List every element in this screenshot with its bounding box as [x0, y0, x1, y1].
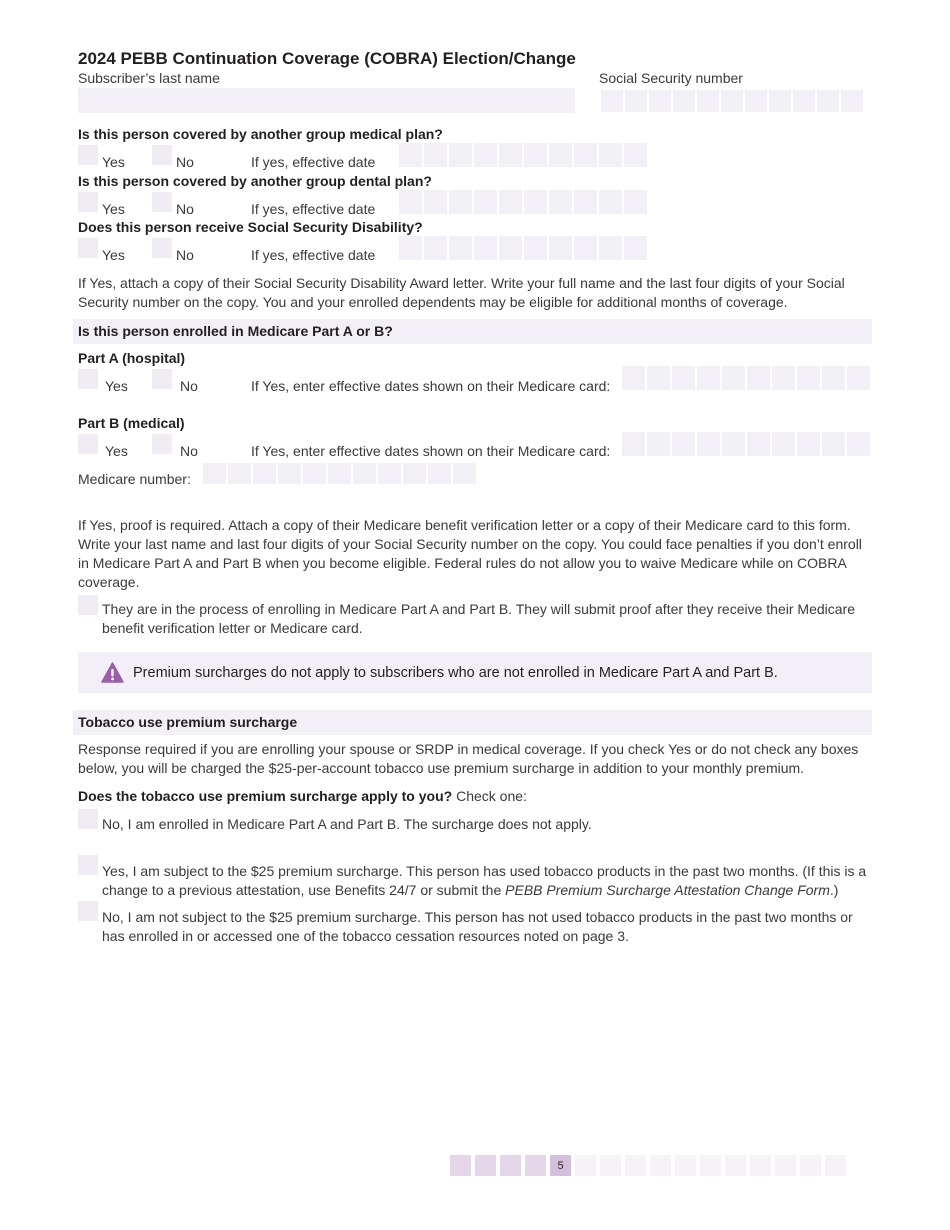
part-b-date-field[interactable]	[622, 432, 870, 456]
part-a-date-label: If Yes, enter effective dates shown on their Medicare card:	[251, 378, 611, 394]
part-b-no-checkbox[interactable]	[152, 434, 172, 454]
ssd-no-label: No	[176, 247, 194, 263]
ssn-label: Social Security number	[599, 70, 743, 86]
last-name-field[interactable]	[78, 88, 575, 113]
tobacco-option-yes-end: .)	[829, 882, 839, 898]
warning-icon	[101, 662, 124, 684]
tobacco-option-yes-text: Yes, I am subject to the $25 premium surcharge. This person has used tobacco products in the past two months. (If this is a change to a previous attestation, use Benefits 24/7 or submit the	[102, 863, 867, 898]
medical-yes-label: Yes	[102, 154, 125, 170]
ssd-no-checkbox[interactable]	[152, 238, 172, 258]
tobacco-question-rest: Check one:	[452, 788, 527, 804]
medicare-header: Is this person enrolled in Medicare Part A or B?	[78, 323, 393, 339]
last-name-label: Subscriber’s last name	[78, 70, 220, 86]
tobacco-option-medicare-checkbox[interactable]	[78, 809, 98, 829]
medical-yes-checkbox[interactable]	[78, 145, 98, 165]
dental-yes-label: Yes	[102, 201, 125, 217]
tobacco-question-bold: Does the tobacco use premium surcharge apply to you?	[78, 788, 453, 804]
ssd-yes-label: Yes	[102, 247, 125, 263]
tobacco-header: Tobacco use premium surcharge	[78, 714, 298, 730]
page-indicator	[450, 1155, 846, 1176]
part-a-no-checkbox[interactable]	[152, 369, 172, 389]
tobacco-option-yes-checkbox[interactable]	[78, 855, 98, 875]
ssd-question: Does this person receive Social Security Disability?	[78, 219, 423, 235]
part-a-yes-label: Yes	[105, 378, 128, 394]
medical-no-label: No	[176, 154, 194, 170]
medicare-number-field[interactable]	[203, 463, 476, 484]
surcharge-notice-text: Premium surcharges do not apply to subscribers who are not enrolled in Medicare Part A and Part B.	[133, 664, 778, 681]
tobacco-option-medicare-label: No, I am enrolled in Medicare Part A and Part B. The surcharge does not apply.	[102, 816, 592, 832]
tobacco-option-yes-label	[102, 862, 872, 900]
part-a-no-label: No	[180, 378, 198, 394]
part-b-yes-label: Yes	[105, 443, 128, 459]
part-a-date-field[interactable]	[622, 366, 870, 390]
ssn-field[interactable]	[601, 90, 863, 112]
ssd-yes-checkbox[interactable]	[78, 238, 98, 258]
medicare-number-label: Medicare number:	[78, 471, 191, 487]
medical-date-label: If yes, effective date	[251, 154, 376, 170]
ssd-date-label: If yes, effective date	[251, 247, 376, 263]
part-b-date-label: If Yes, enter effective dates shown on their Medicare card:	[251, 443, 611, 459]
dental-date-label: If yes, effective date	[251, 201, 376, 217]
medical-date-field[interactable]	[399, 143, 647, 167]
part-b-label: Part B (medical)	[78, 415, 185, 431]
part-b-yes-checkbox[interactable]	[78, 434, 98, 454]
tobacco-intro: Response required if you are enrolling your spouse or SRDP in medical coverage. If you check Yes or do not check any boxes below, you will be charged the $25-per-account tobacco use premium surcharge in addition to your monthly premium.	[78, 741, 859, 776]
medicare-proof-note: If Yes, proof is required. Attach a copy of their Medicare benefit verification letter or a copy of their Medicare card to this form. Write your last name and last four digits of your Social Security number on the copy. You could face penalties if you don’t enroll in Medicare Part A and Part B when you become eligible. Federal rules do not allow you to waive Medicare while on COBRA coverage.	[78, 517, 862, 590]
medicare-in-process-label: They are in the process of enrolling in Medicare Part A and Part B. They will submit proof after they receive their Medicare benefit verification letter or Medicare card.	[102, 601, 855, 636]
page-title: 2024 PEBB Continuation Coverage (COBRA) Election/Change	[78, 49, 576, 68]
page-number: 5	[550, 1155, 571, 1176]
medical-plan-question: Is this person covered by another group medical plan?	[78, 126, 443, 142]
dental-date-field[interactable]	[399, 190, 647, 214]
dental-plan-question: Is this person covered by another group dental plan?	[78, 173, 432, 189]
tobacco-option-no-label: No, I am not subject to the $25 premium surcharge. This person has not used tobacco products in the past two months or has enrolled in or accessed one of the tobacco cessation resources noted on page 3.	[102, 909, 853, 944]
dental-no-label: No	[176, 201, 194, 217]
ssd-date-field[interactable]	[399, 236, 647, 260]
ssd-note: If Yes, attach a copy of their Social Security Disability Award letter. Write your full name and the last four digits of your Social Security number on the copy. You and your enrolled dependents may be eligible for additional months of coverage.	[78, 275, 845, 310]
tobacco-question	[78, 788, 527, 804]
medical-no-checkbox[interactable]	[152, 145, 172, 165]
dental-yes-checkbox[interactable]	[78, 192, 98, 212]
dental-no-checkbox[interactable]	[152, 192, 172, 212]
tobacco-option-no-checkbox[interactable]	[78, 901, 98, 921]
surcharge-notice	[78, 652, 872, 693]
attestation-change-form-name: PEBB Premium Surcharge Attestation Change Form	[505, 882, 830, 898]
medicare-in-process-checkbox[interactable]	[78, 595, 98, 615]
part-b-no-label: No	[180, 443, 198, 459]
part-a-label: Part A (hospital)	[78, 350, 186, 366]
part-a-yes-checkbox[interactable]	[78, 369, 98, 389]
